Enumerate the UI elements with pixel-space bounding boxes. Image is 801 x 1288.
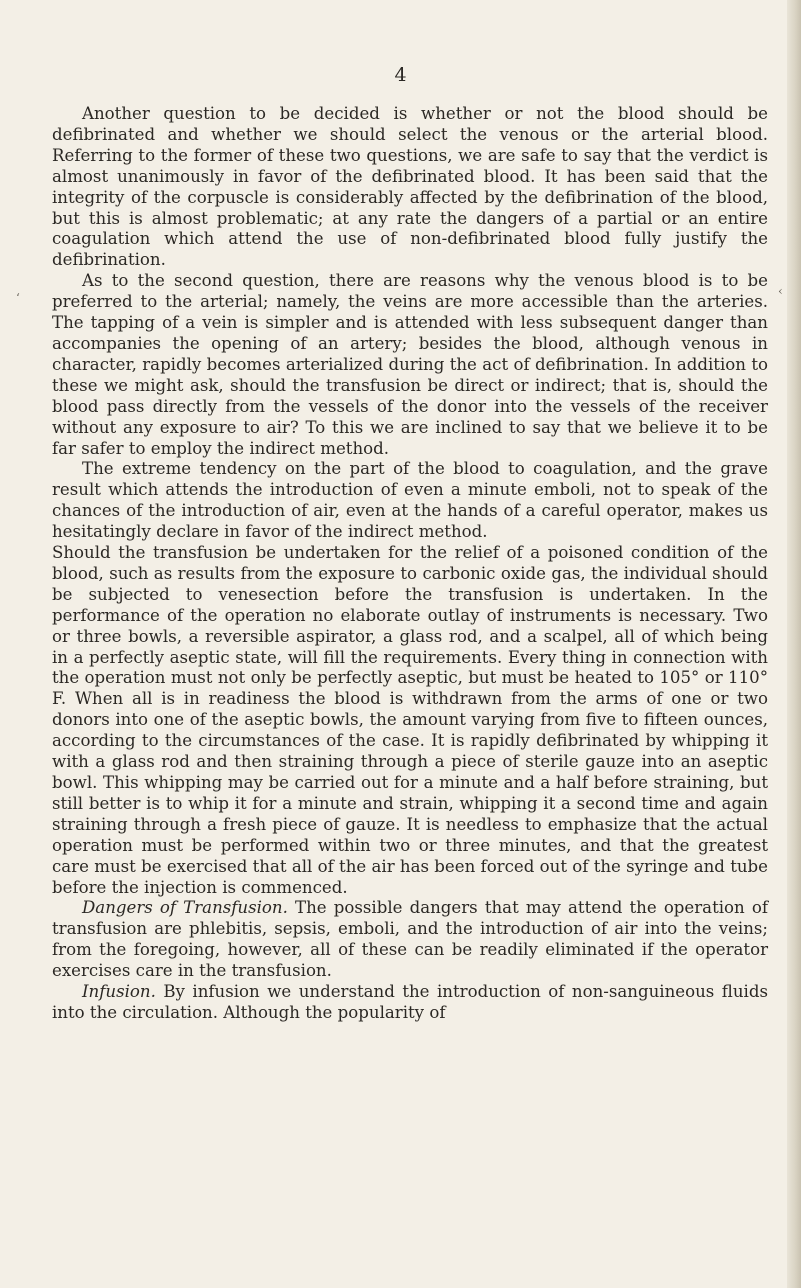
paragraph	[52, 543, 768, 898]
paragraph	[52, 898, 768, 982]
body-text	[52, 104, 768, 1024]
paragraph	[52, 104, 768, 271]
paragraph-text: As to the second question, there are reasons why the venous blood is to be preferred to the arterial; namely, the veins are more accessible than the arteries. The tapping of a vein is simpler and is attended with less subsequent danger than accompanies the opening of an artery; besides the blood, although venous in character, rapidly becomes arterialized during the act of defibrination. In addition to these we might ask, should the transfusion be direct or indirect; that is, should the blood pass directly from the vessels of the donor into the vessels of the receiver without any exposure to air? To this we are inclined to say that we believe it to be far safer to employ the indirect method.	[52, 271, 768, 458]
paragraph-text: Should the transfusion be undertaken for the relief of a poisoned condition of the blood, such as results from the exposure to carbonic oxide gas, the individual should be subjected to venesection before the transfusion is undertaken. In the performance of the operation no elaborate outlay of instruments is necessary. Two or three bowls, a reversible aspirator, a glass rod, and a scalpel, all of which being in a perfectly aseptic state, will fill the requirements. Every thing in connection with the operation must not only be perfectly aseptic, but must be heated to 105° or 110° F. When all is in readiness the blood is withdrawn from the arms of one or two donors into one of the aseptic bowls, the amount varying from five to fifteen ounces, according to the circumstances of the case. It is rapidly defibrinated by whipping it with a glass rod and then straining through a piece of sterile gauze into an aseptic bowl. This whipping may be carried out for a minute and a half before straining, but still better is to whip it for a minute and strain, whipping it a second time and again straining through a fresh piece of gauze. It is needless to emphasize that the actual operation must be performed within two or three minutes, and that the greatest care must be exercised that all of the air has been forced out of the syringe and tube before the injection is commenced.	[52, 543, 768, 897]
section-heading: Infusion.	[82, 982, 156, 1002]
paragraph-text: The extreme tendency on the part of the blood to coagulation, and the grave result which attends the introduction of even a minute emboli, not to speak of the chances of the introduction of air, even at the hands of a careful operator, makes us hesitatingly declare in favor of the indirect method.	[52, 459, 768, 542]
paragraph-text: The possible dangers that may attend the operation of transfusion are phlebitis, sepsis, emboli, and the introduction of air into the veins; from the foregoing, however, all of these can be readily eliminated if the operator exercises care in the transfusion.	[52, 898, 769, 981]
section-heading: Dangers of Transfusion.	[82, 898, 288, 918]
margin-mark: ‹	[778, 284, 783, 298]
paragraph	[52, 982, 768, 1024]
paragraph-text: Another question to be decided is whether or not the blood should be defibrinated and whether we should select the venous or the arterial blood. Referring to the former of these two questions, we are safe to say that the verdict is almost unanimously in favor of the defibrinated blood. It has been said that the integrity of the corpuscle is considerably affected by the defibrination of the blood, but this is almost problematic; at any rate the dangers of a partial or an entire coagulation which attend the use of non-defibrinated blood fully justify the defibrination.	[52, 104, 768, 270]
paragraph	[52, 271, 768, 459]
paragraph	[52, 459, 768, 543]
paragraph-text: By infusion we understand the introduction of non-sanguineous fluids into the circulation. Although the popularity of	[52, 982, 768, 1022]
page-edge	[787, 0, 801, 1288]
margin-mark: ‘	[16, 291, 20, 305]
page-number: 4	[394, 64, 407, 86]
